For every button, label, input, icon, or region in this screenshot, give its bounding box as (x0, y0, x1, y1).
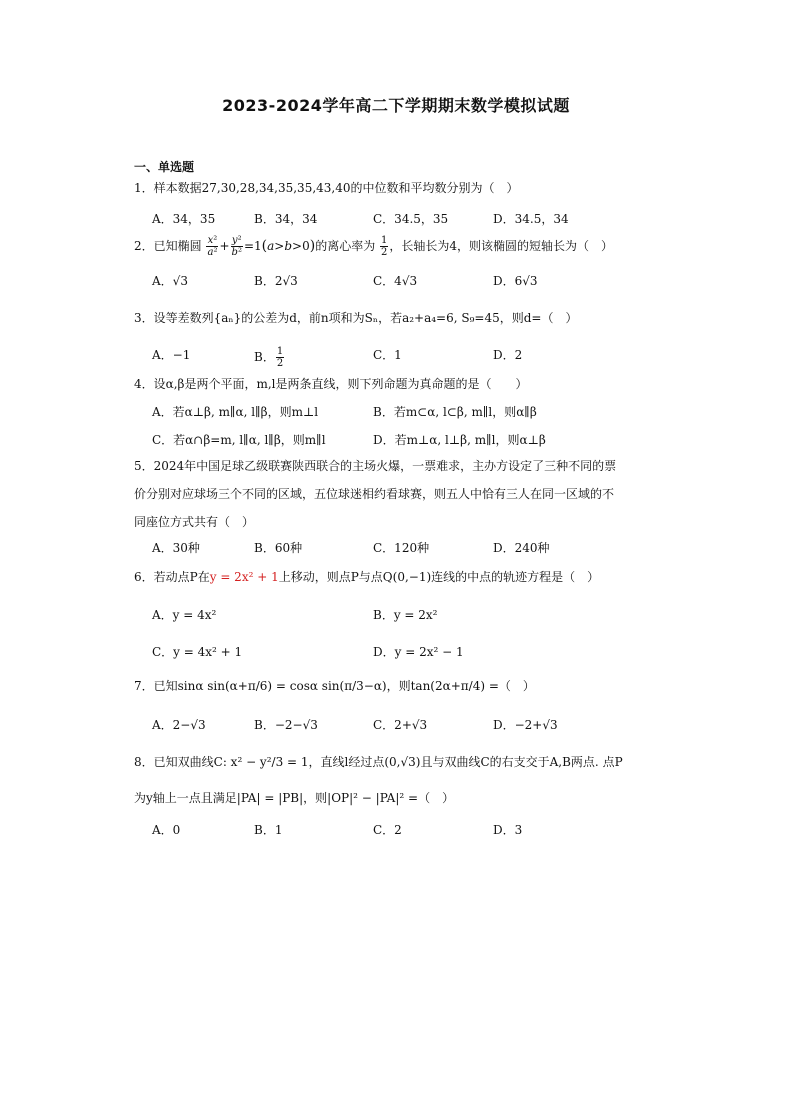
q6-option-d[interactable]: D．y = 2x² − 1 (373, 645, 464, 659)
question-5-line-3: 同座位方式共有（ ） (134, 515, 255, 529)
question-4 (134, 370, 664, 398)
q3-option-a[interactable]: A．−1 (152, 348, 191, 362)
q1-option-c[interactable]: C．34.5，35 (373, 212, 449, 226)
q3-option-b[interactable]: B． $\frac{1}{2}$ (254, 346, 284, 369)
page-title: 2023-2024学年高二下学期期末数学模拟试题 (222, 96, 570, 115)
highlighted-equation: y = 2x² + 1 (209, 570, 279, 584)
question-5-line-2: 价分别对应球场三个不同的区域，五位球迷相约看球赛，则五人中恰有三人在同一区域的不 (134, 487, 615, 501)
question-7 (134, 672, 664, 700)
q8-option-c[interactable]: C．2 (373, 823, 402, 837)
question-4-stem: 4．设α,β是两个平面，m,l是两条直线，则下列命题为真命题的是（ ） (134, 377, 528, 391)
q4-option-a[interactable]: A．若α⊥β, m∥α, l∥β，则m⊥l (152, 405, 319, 419)
question-5-line-1: 5．2024年中国足球乙级联赛陕西联合的主场火爆，一票难求，主办方设定了三种不同的票 (134, 459, 617, 473)
q1-option-b[interactable]: B．34，34 (254, 212, 318, 226)
question-8 (134, 748, 664, 812)
q2-option-d[interactable]: D．6√3 (493, 274, 538, 288)
section-heading: 一、单选题 (134, 160, 195, 174)
q6-option-c[interactable]: C．y = 4x² + 1 (152, 645, 243, 659)
question-8-line-1: 8．已知双曲线C: x² − y²/3 = 1，直线l经过点(0,√3)且与双曲线C的右支交于A,B两点. 点P (134, 755, 623, 769)
q5-option-a[interactable]: A．30种 (152, 541, 200, 555)
q4-option-d[interactable]: D．若m⊥α, l⊥β, m∥l，则α⊥β (373, 433, 546, 447)
question-3 (134, 304, 664, 332)
q8-option-b[interactable]: B．1 (254, 823, 283, 837)
q2-option-b[interactable]: B．2√3 (254, 274, 298, 288)
question-2 (134, 232, 664, 260)
q1-option-a[interactable]: A．34，35 (152, 212, 216, 226)
question-2-stem: 2．已知椭圆 $\frac{\text{x²}}{\text{a²}}$ + $\frac{\text{y²}}{\text{b²}}$ =1(a>b>0)的离心率为 $\frac{1}{2}$ ，长轴长为4，则该椭圆的短轴长为（ ） (134, 235, 614, 258)
q6-option-a[interactable]: A．y = 4x² (152, 608, 217, 622)
q5-option-c[interactable]: C．120种 (373, 541, 430, 555)
question-1-stem: 1．样本数据27,30,28,34,35,35,43,40的中位数和平均数分别为（ ） (134, 181, 519, 195)
question-1 (134, 174, 664, 202)
q7-option-c[interactable]: C．2+√3 (373, 718, 428, 732)
q6-option-b[interactable]: B．y = 2x² (373, 608, 438, 622)
question-3-stem: 3．设等差数列{aₙ}的公差为d，前n项和为Sₙ，若a₂+a₄=6, S₉=45，则d=（ ） (134, 311, 578, 325)
q2-option-a[interactable]: A．√3 (152, 274, 188, 288)
q4-option-b[interactable]: B．若m⊂α, l⊂β, m∥l，则α∥β (373, 405, 537, 419)
q3-option-d[interactable]: D．2 (493, 348, 523, 362)
question-8-line-2: 为y轴上一点且满足|PA| = |PB|，则|OP|² − |PA|² =（ ） (134, 791, 455, 805)
question-7-stem: 7．已知sinα sin(α+π/6) = cosα sin(π/3−α)，则tan(2α+π/4) =（ ） (134, 679, 535, 693)
q8-option-d[interactable]: D．3 (493, 823, 523, 837)
question-6 (134, 563, 664, 591)
q7-option-a[interactable]: A．2−√3 (152, 718, 206, 732)
q5-option-d[interactable]: D．240种 (493, 541, 550, 555)
question-6-stem: 6．若动点P在y = 2x² + 1上移动，则点P与点Q(0,−1)连线的中点的轨迹方程是（ ） (134, 570, 600, 584)
question-5 (134, 452, 664, 536)
q2-option-c[interactable]: C．4√3 (373, 274, 418, 288)
q4-option-c[interactable]: C．若α∩β=m, l∥α, l∥β，则m∥l (152, 433, 326, 447)
q1-option-d[interactable]: D．34.5，34 (493, 212, 569, 226)
q8-option-a[interactable]: A．0 (152, 823, 181, 837)
q7-option-b[interactable]: B．−2−√3 (254, 718, 318, 732)
q5-option-b[interactable]: B．60种 (254, 541, 303, 555)
q7-option-d[interactable]: D．−2+√3 (493, 718, 558, 732)
q3-option-c[interactable]: C．1 (373, 348, 402, 362)
